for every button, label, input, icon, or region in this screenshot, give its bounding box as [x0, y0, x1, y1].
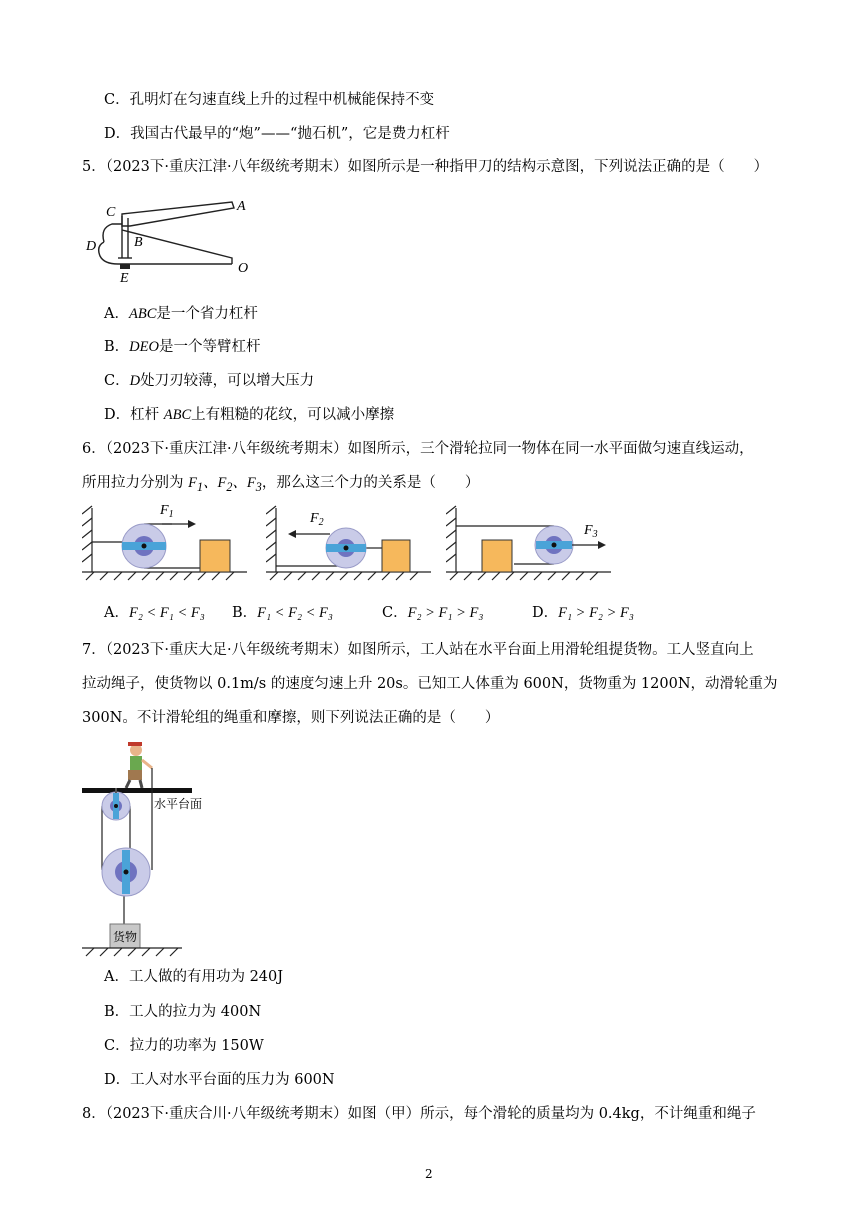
q7-option-c: C．拉力的功率为 150W: [104, 1038, 264, 1054]
q5-option-c-var: D: [129, 373, 141, 389]
pulley-figure-2: [266, 500, 436, 589]
q5-option-b-var: DEO: [129, 339, 159, 355]
cargo-label: 货物: [113, 930, 138, 944]
q6-option-b: [232, 604, 333, 622]
q8-stem: 8．（2023下·重庆合川·八年级统考期末）如图（甲）所示，每个滑轮的质量均为 0.4kg，不计绳重和绳子: [82, 1106, 756, 1122]
pulley-figure-3: [446, 500, 616, 589]
label-c: C: [106, 205, 116, 220]
q6-force-list: $F_1$、$F_2$、$F_3$: [188, 475, 262, 494]
label-b: B: [134, 235, 143, 250]
q6-option-c-prefix: C．: [382, 605, 408, 621]
label-e: E: [120, 271, 129, 284]
q5-option-d: [104, 406, 394, 424]
q7-stem-line2: 拉动绳子，使货物以 0.1m/s 的速度匀速上升 20s。已知工人体重为 600N，货物重为 1200N，动滑轮重为: [82, 676, 778, 692]
q6-option-b-prefix: B．: [232, 605, 258, 621]
q6-option-b-expr: F₁ < F₂ < F₃: [257, 605, 333, 621]
q5-option-a-prefix: A．: [104, 306, 129, 322]
q6-option-c: [382, 604, 483, 622]
q7-stem-line1: 7．（2023下·重庆大足·八年级统考期末）如图所示，工人站在水平台面上用滑轮组提货物。工人竖直向上: [82, 642, 754, 658]
q5-option-b-prefix: B．: [104, 339, 130, 355]
q6-option-d-expr: F₁ > F₂ > F₃: [558, 605, 634, 621]
q7-option-b: B．工人的拉力为 400N: [104, 1004, 262, 1020]
q5-option-d-text: 上有粗糙的花纹，可以减小摩擦: [191, 407, 395, 423]
q6-stem-suffix: ，那么这三个力的关系是（ ）: [261, 475, 480, 491]
f2-label: $F_2$: [310, 511, 324, 528]
label-o: O: [238, 261, 249, 276]
q5-option-a-var: ABC: [128, 306, 157, 322]
q6-option-a-prefix: A．: [104, 605, 129, 621]
q6-option-a: [104, 604, 205, 622]
nail-clipper-figure: [82, 194, 272, 288]
pulley-figure-1: [82, 500, 252, 589]
label-d: D: [86, 239, 97, 254]
q6-option-d-prefix: D．: [532, 605, 559, 621]
q5-stem: 5．（2023下·重庆江津·八年级统考期末）如图所示是一种指甲刀的结构示意图，下列说法正确的是（ ）: [82, 159, 769, 175]
f1-label: $F_1$: [160, 503, 174, 520]
q5-option-a-text: 是一个省力杠杆: [156, 306, 258, 322]
f1-subscript: 1: [168, 509, 174, 520]
f3-subscript: 3: [592, 529, 598, 540]
q7-stem-line3: 300N。不计滑轮组的绳重和摩擦，则下列说法正确的是（ ）: [82, 710, 500, 726]
q5-option-c-prefix: C．: [104, 373, 130, 389]
q7-option-d: D．工人对水平台面的压力为 600N: [104, 1072, 335, 1088]
q5-option-d-prefix: D．杠杆: [104, 407, 164, 423]
platform-label: 水平台面: [154, 797, 203, 811]
q5-option-a: [104, 305, 258, 323]
q6-stem-line1: 6．（2023下·重庆江津·八年级统考期末）如图所示，三个滑轮拉同一物体在同一水平面做匀速直线运动，: [82, 441, 754, 457]
q4-option-d: D．我国古代最早的“炮”——“抛石机”，它是费力杠杆: [104, 126, 450, 142]
worker-figure: [126, 742, 152, 788]
q5-option-b-text: 是一个等臂杠杆: [158, 339, 261, 355]
q6-option-d: [532, 604, 634, 622]
f3-label: $F_3$: [584, 523, 598, 540]
q6-option-c-expr: F₂ > F₁ > F₃: [407, 605, 484, 621]
q7-option-a: A．工人做的有用功为 240J: [104, 969, 284, 985]
q6-stem-line2: [82, 474, 479, 496]
page-number: 2: [425, 1167, 433, 1181]
q5-option-c-text: 处刀刃较薄，可以增大压力: [140, 373, 315, 389]
pulley-block-figure: [82, 738, 252, 964]
label-a: A: [237, 199, 246, 214]
q6-stem-prefix: 所用拉力分别为: [82, 475, 189, 491]
q5-option-b: [104, 338, 260, 356]
q5-option-c: [104, 372, 314, 390]
q6-option-a-expr: F₂ < F₁ < F₃: [128, 605, 205, 621]
q5-option-d-var: ABC: [163, 407, 192, 423]
f2-subscript: 2: [318, 517, 324, 528]
q4-option-c: C．孔明灯在匀速直线上升的过程中机械能保持不变: [104, 92, 435, 108]
